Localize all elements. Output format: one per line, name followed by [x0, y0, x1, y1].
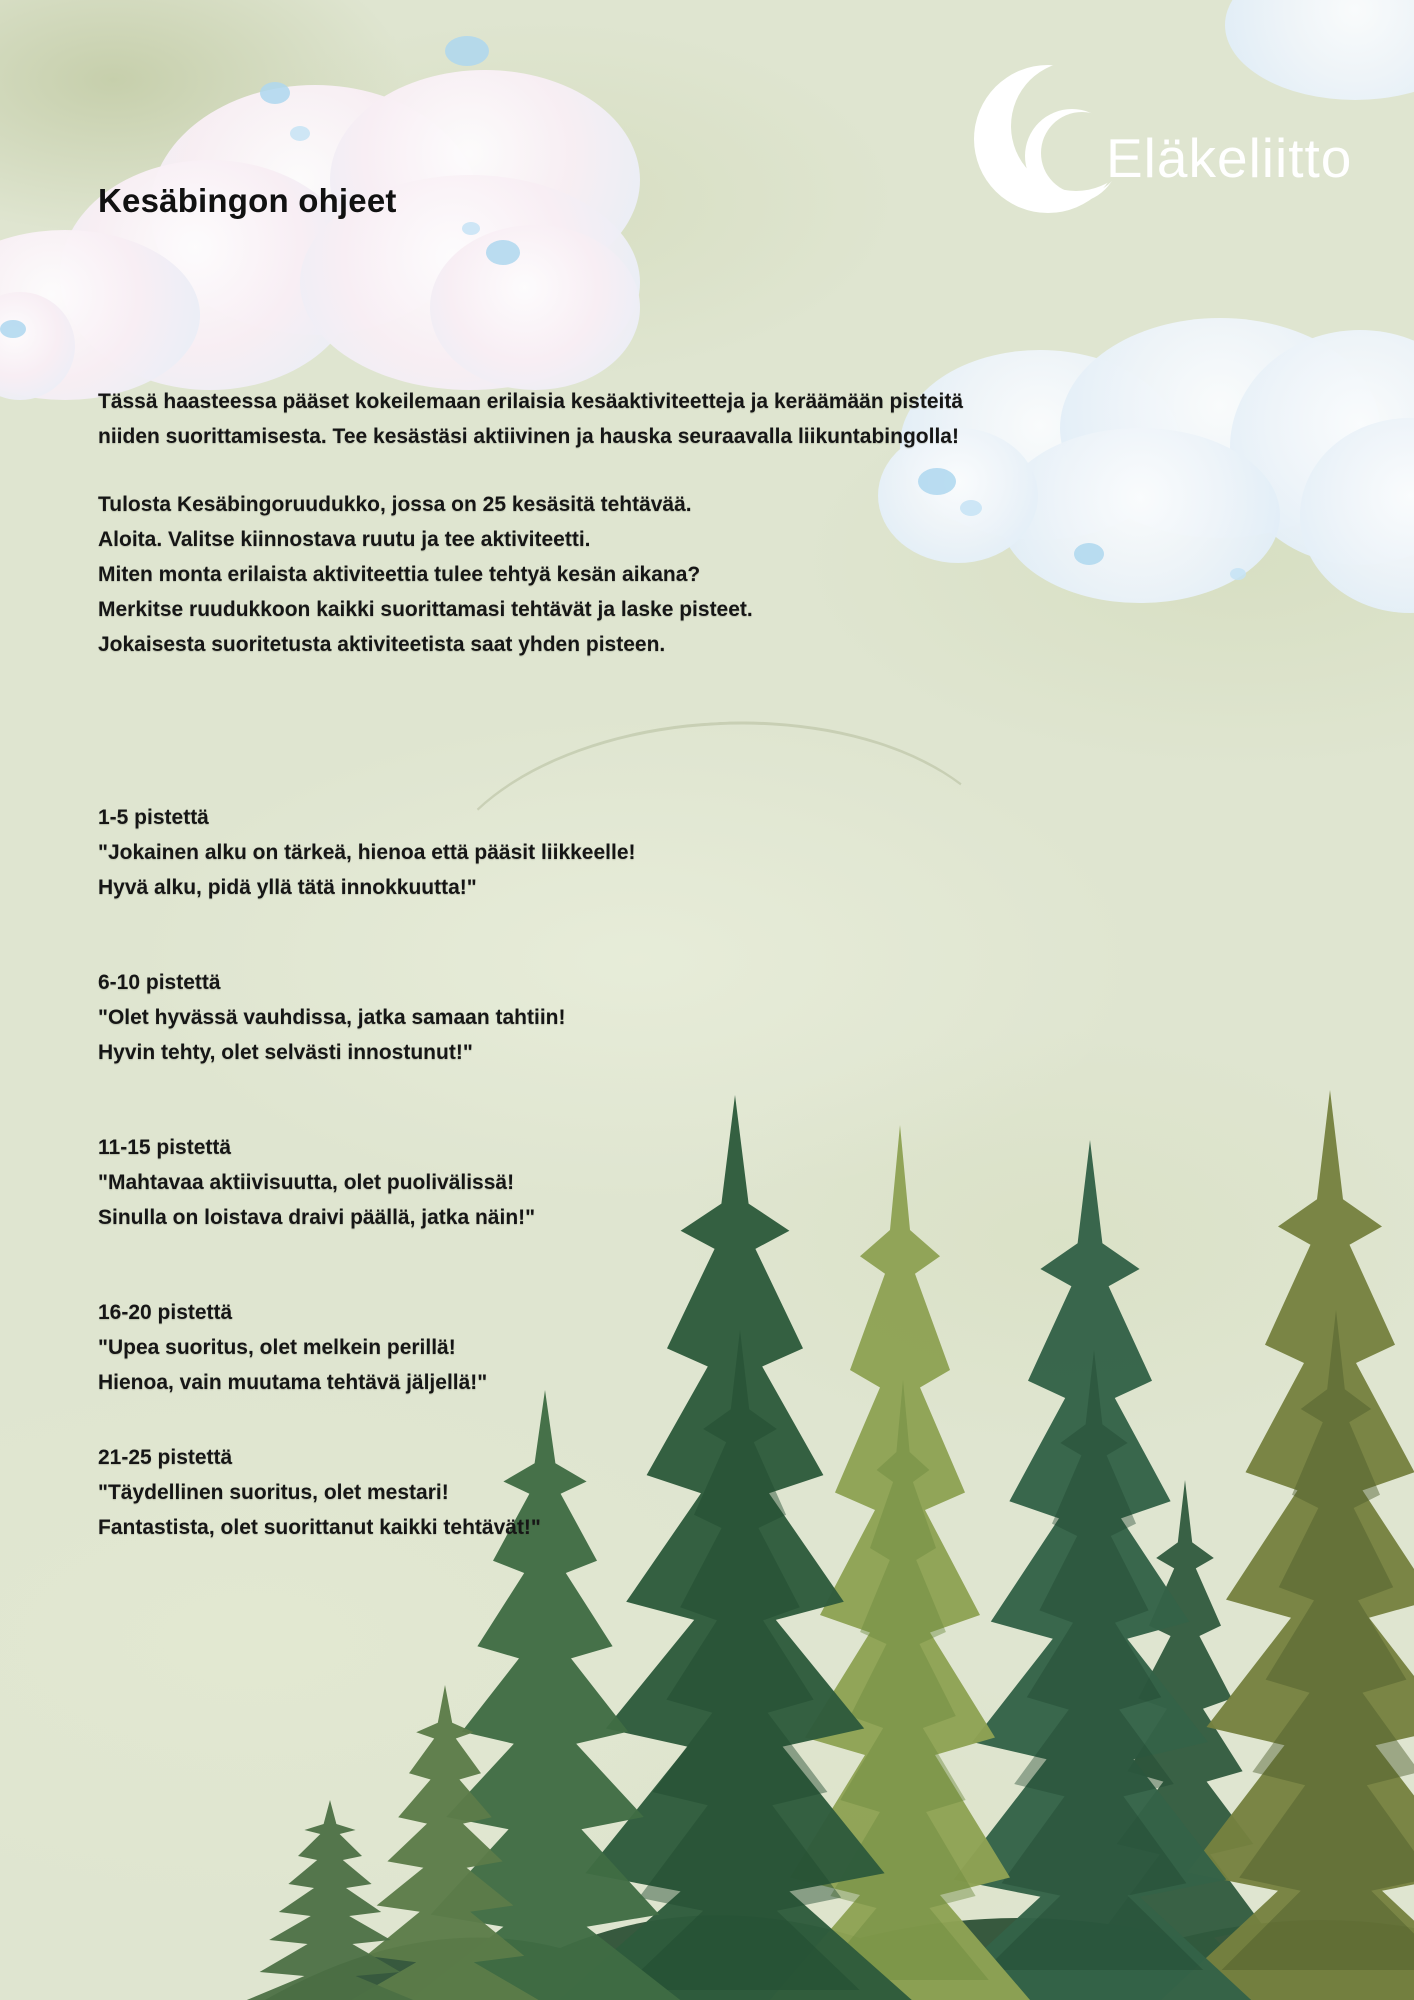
- instruction-line: Jokaisesta suoritetusta aktiviteetista saat yhden pisteen.: [98, 633, 666, 656]
- score-quote-line: Hienoa, vain muutama tehtävä jäljellä!": [98, 1371, 488, 1394]
- score-quote-line: "Mahtavaa aktiivisuutta, olet puolivälissä!: [98, 1171, 515, 1194]
- score-quote-line: Hyvin tehty, olet selvästi innostunut!": [98, 1041, 473, 1064]
- score-range: 1-5 pistettä: [98, 806, 209, 829]
- instructions-list: [98, 487, 1148, 662]
- cloud-spot: [1230, 568, 1246, 580]
- score-level-block: [98, 965, 1148, 1070]
- score-quote-line: Fantastista, olet suorittanut kaikki tehtävät!": [98, 1516, 541, 1539]
- score-level-block: [98, 1130, 1148, 1235]
- score-level-block: [98, 1440, 1148, 1545]
- intro-line: Tässä haasteessa pääset kokeilemaan erilaisia kesäaktiviteetteja ja keräämään pisteitä: [98, 390, 964, 413]
- instruction-line: Merkitse ruudukkoon kaikki suorittamasi tehtävät ja laske pisteet.: [98, 598, 753, 621]
- page-title: Kesäbingon ohjeet: [98, 182, 397, 219]
- score-quote-line: "Jokainen alku on tärkeä, hienoa että pääsit liikkeelle!: [98, 841, 636, 864]
- cloud-spot: [486, 240, 520, 265]
- score-level-block: [98, 800, 1148, 905]
- cloud-blob: [1225, 0, 1414, 100]
- score-range: 11-15 pistettä: [98, 1136, 232, 1159]
- instruction-line: Aloita. Valitse kiinnostava ruutu ja tee aktiviteetti.: [98, 528, 591, 551]
- score-quote-line: Hyvä alku, pidä yllä tätä innokkuutta!": [98, 876, 477, 899]
- intro-paragraph: [98, 384, 1148, 454]
- instruction-line: Miten monta erilaista aktiviteettia tulee tehtyä kesän aikana?: [98, 563, 701, 586]
- cloud-blob: [430, 225, 640, 390]
- score-range: 16-20 pistettä: [98, 1301, 233, 1324]
- cloud-spot: [290, 126, 310, 141]
- score-range: 6-10 pistettä: [98, 971, 221, 994]
- tree-shadow: [620, 1330, 859, 1990]
- score-quote-line: "Olet hyvässä vauhdissa, jatka samaan tahtiin!: [98, 1006, 566, 1029]
- cloud-spot: [445, 36, 489, 66]
- cloud-spot: [462, 222, 480, 235]
- score-range: 21-25 pistettä: [98, 1446, 233, 1469]
- cloud-spot: [260, 82, 290, 104]
- intro-line: niiden suorittamisesta. Tee kesästäsi aktiivinen ja hauska seuraavalla liikuntabingolla!: [98, 425, 959, 448]
- score-quote-line: Sinulla on loistava draivi päällä, jatka näin!": [98, 1206, 536, 1229]
- score-quote-line: "Täydellinen suoritus, olet mestari!: [98, 1481, 449, 1504]
- instruction-line: Tulosta Kesäbingoruudukko, jossa on 25 kesäsitä tehtävää.: [98, 493, 692, 516]
- score-level-block: [98, 1295, 1148, 1400]
- logo-text: Eläkeliitto: [1106, 127, 1353, 189]
- score-quote-line: "Upea suoritus, olet melkein perillä!: [98, 1336, 456, 1359]
- cloud-spot: [0, 320, 26, 338]
